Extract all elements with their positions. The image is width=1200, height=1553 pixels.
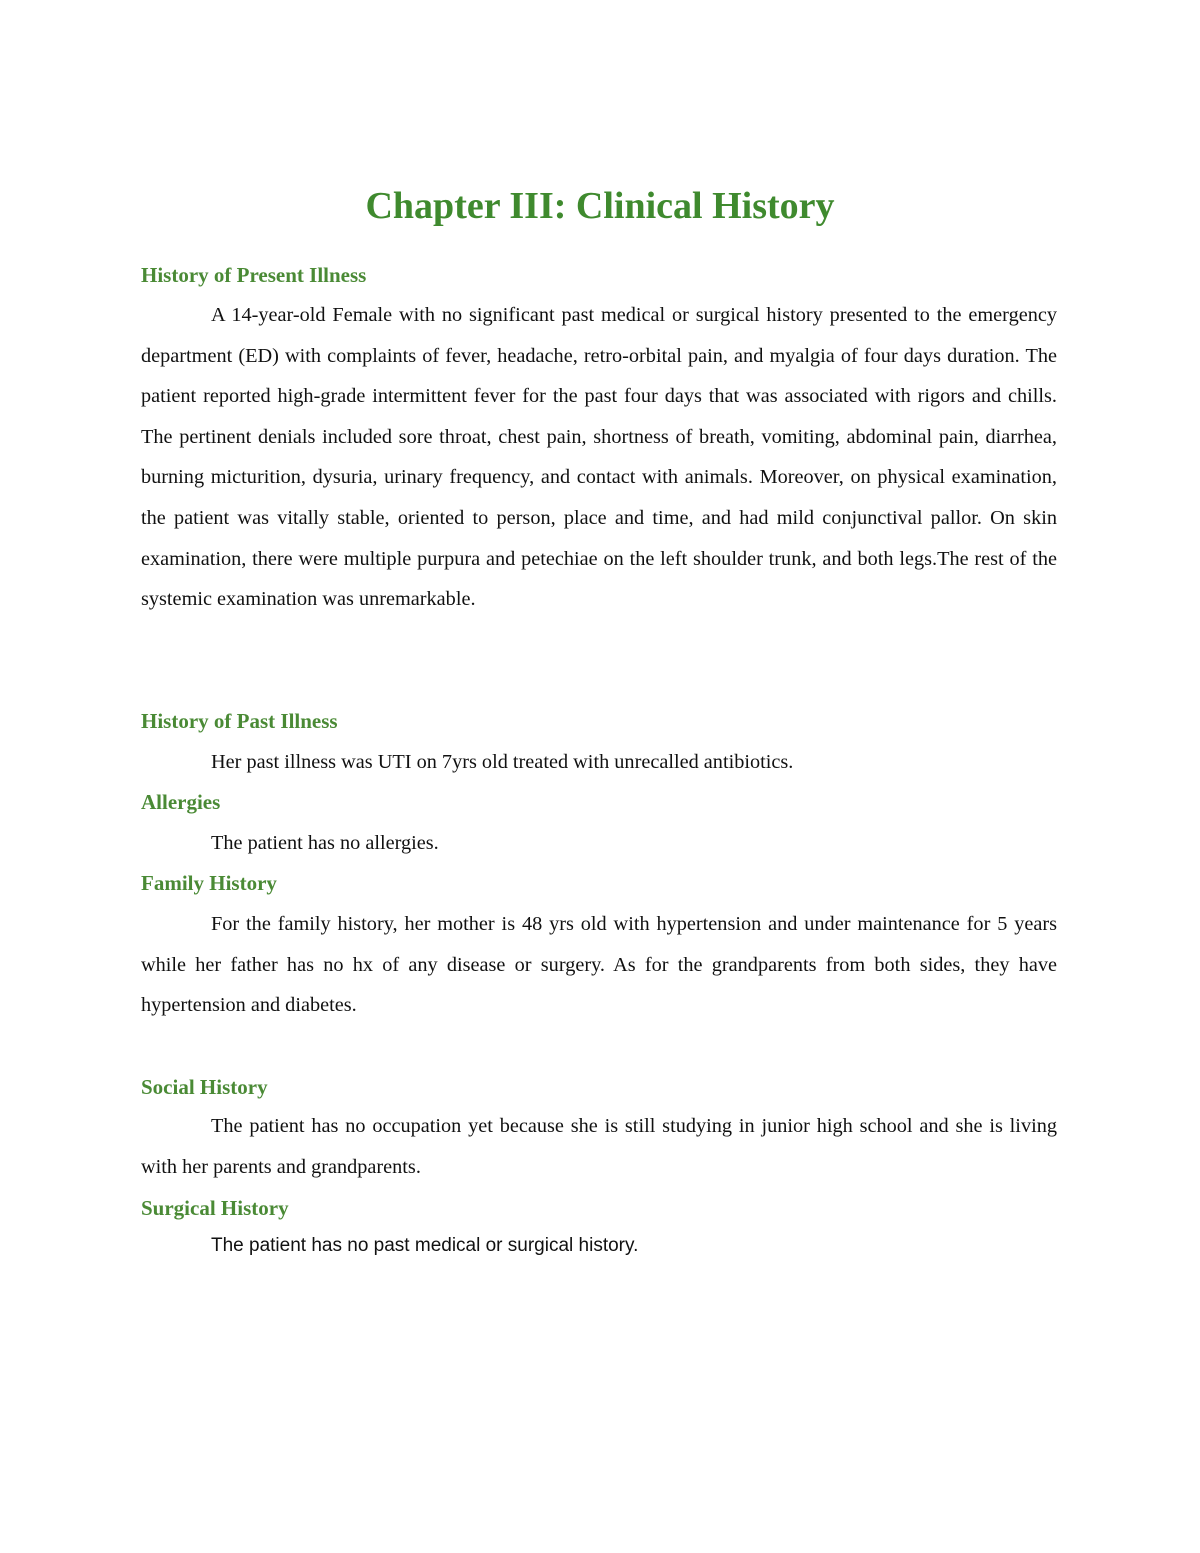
chapter-title: Chapter III: Clinical History <box>365 185 835 227</box>
paragraph-allergies: The patient has no allergies. <box>211 832 439 854</box>
heading-history-past-illness: History of Past Illness <box>141 709 338 733</box>
paragraph-surgical-history: The patient has no past medical or surgical history. <box>211 1235 639 1256</box>
heading-surgical-history: Surgical History <box>141 1196 289 1220</box>
paragraph-family-history: For the family history, her mother is 48 yrs old with hypertension and under maintenance for 5 years while her father has no hx of any disease or surgery. As for the grandparents from both sides, they have hypertension and diabetes. <box>141 913 1057 1017</box>
paragraph-history-present-illness: A 14-year-old Female with no significant past medical or surgical history presented to the emergency department (ED) with complaints of fever, headache, retro-orbital pain, and myalgia of four days duration. The patient reported high-grade intermittent fever for the past four days that was associated with rigors and chills. The pertinent denials included sore throat, chest pain, shortness of breath, vomiting, abdominal pain, diarrhea, burning micturition, dysuria, urinary frequency, and contact with animals. Moreover, on physical examination, the patient was vitally stable, oriented to person, place and time, and had mild conjunctival pallor. On skin examination, there were multiple purpura and petechiae on the left shoulder trunk, and both legs.The rest of the systemic examination was unremarkable. <box>141 304 1057 611</box>
paragraph-history-past-illness: Her past illness was UTI on 7yrs old treated with unrecalled antibiotics. <box>211 751 794 773</box>
heading-allergies: Allergies <box>141 790 221 814</box>
heading-family-history: Family History <box>141 871 277 895</box>
paragraph-social-history: The patient has no occupation yet because she is still studying in junior high school and she is living with her parents and grandparents. <box>141 1115 1057 1178</box>
heading-social-history: Social History <box>141 1075 268 1099</box>
heading-history-present-illness: History of Present Illness <box>141 263 367 287</box>
